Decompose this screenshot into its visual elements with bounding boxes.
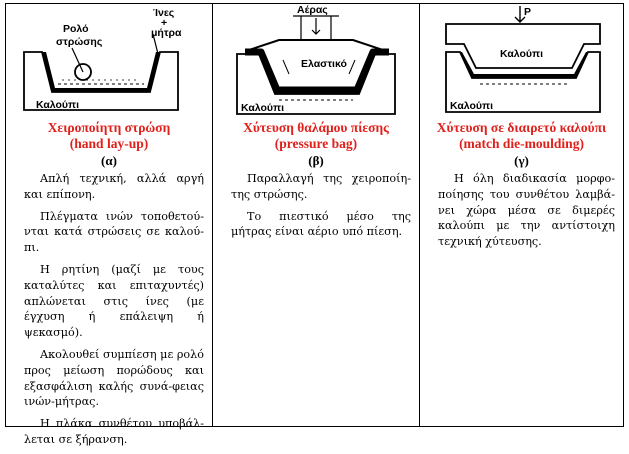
method-description (231, 171, 411, 246)
mold-label: Καλούπι (241, 102, 284, 114)
methods-table (5, 3, 624, 446)
description-paragraph: Παραλλαγή της χειροποίη-της στρώσης. (231, 172, 411, 201)
description-paragraph: Η όλη διαδικασία μορφο-ποίησης του συνθέτου λαμβά-νει χώρα μέσα σε διμερές καλούπι με την αντίστοιχη τεχνική χύτευσης. (438, 172, 615, 249)
air-arrow-icon (312, 18, 320, 34)
description-paragraph: Απλή τεχνική, αλλά αργή και επίπονη. (24, 172, 204, 201)
method-title: Χειροποίητη στρώση (47, 120, 171, 135)
fibers-label: + (161, 17, 168, 29)
fibers-label: Ίνες (153, 7, 175, 19)
description-paragraph: Το πιεστικό μέσο της μήτρας είναι αέριο υπό πίεση. (231, 209, 411, 239)
air-label: Αέρας (297, 4, 328, 16)
method-description (24, 171, 204, 454)
description-paragraph: Πλέγματα ινών τοποθετού-νται κατά στρώσεις σε καλού-πι. (24, 209, 204, 255)
pressure-label: P (524, 6, 532, 18)
fibers-label: μήτρα (151, 27, 182, 39)
chamber-lid (249, 40, 383, 50)
method-title: Χύτευση σε διαιρετό καλούπι (436, 120, 607, 135)
column-hand-layup (6, 4, 212, 446)
column-pressure-bag (212, 4, 419, 426)
method-title-english: (hand lay-up) (69, 136, 149, 151)
method-letter: (α) (101, 153, 117, 168)
description-paragraph: Η ρητίνη (μαζί με τους καταλύτες και επιταχυντές) απλώνεται στις ίνες (με έγχυση ή επάλειψη ή ψεκασμό). (24, 262, 204, 340)
lower-mold-label: Καλούπι (450, 100, 493, 112)
method-title-english: (match die-moulding) (459, 136, 584, 151)
laminate-layer (42, 52, 160, 92)
method-letter: (γ) (514, 153, 529, 168)
upper-die (446, 24, 600, 68)
method-letter: (β) (308, 153, 324, 168)
description-paragraph: Η πλάκα συνθέτου υποβάλ-λεται σε ξήρανση. (24, 417, 204, 446)
roller-label: στρώσης (56, 36, 103, 48)
method-title-english: (pressure bag) (274, 136, 358, 151)
match-die-diagram (420, 4, 624, 120)
method-title: Χύτευση θαλάμου πίεσης (243, 120, 389, 135)
column-match-die (419, 4, 623, 426)
mold-label: Καλούπι (36, 99, 79, 111)
upper-mold-label: Καλούπι (500, 48, 543, 60)
description-paragraph: Ακολουθεί συμπίεση με ρολό προς μείωση πορώδους και εξασφάλιση καλής συνά-φειας ινών-μήτρας. (24, 347, 204, 409)
method-description (438, 171, 615, 256)
hand-layup-diagram (6, 4, 212, 120)
roller-label: Ρολό (63, 23, 89, 35)
pressure-bag-diagram (213, 4, 420, 120)
elastic-label: Ελαστικό (301, 58, 347, 70)
